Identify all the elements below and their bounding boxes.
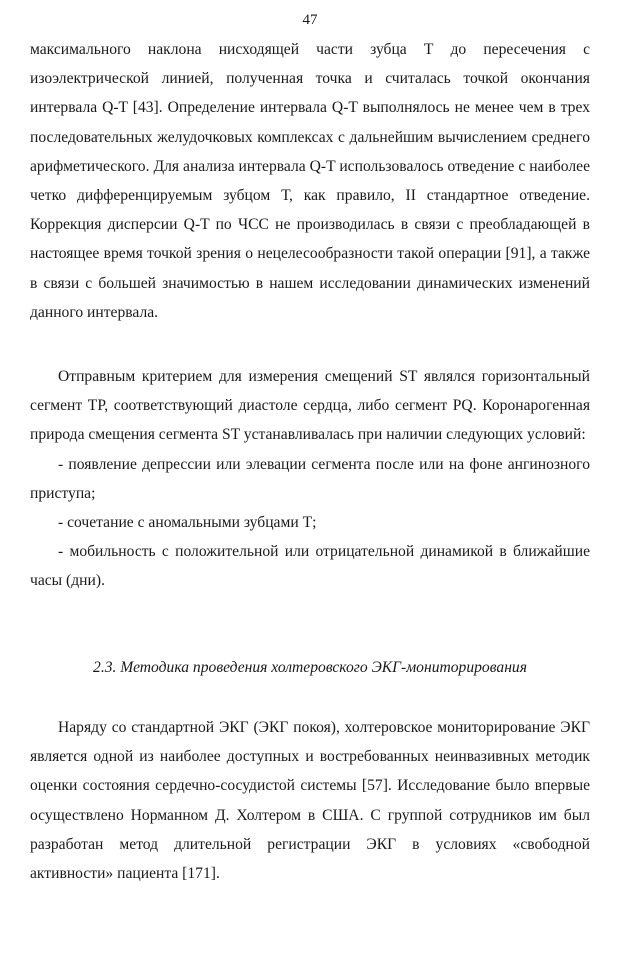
section-heading: 2.3. Методика проведения холтеровского ЭКГ-мониторирования — [93, 659, 527, 676]
body-text-criteria — [30, 362, 590, 596]
paragraph-st-criteria: Отправным критерием для измерения смещений ST являлся горизонтальный сегмент TP, соответствующий диастоле сердца, либо сегмент PQ. Коронарогенная природа смещения сегмента ST устанавливалась при наличии следующих условий: — [30, 368, 590, 444]
body-text-top — [30, 35, 590, 327]
page-number: 47 — [302, 12, 318, 28]
criteria-list-item: - мобильность с положительной или отрицательной динамикой в ближайшие часы (дни). — [30, 543, 590, 590]
criteria-list-item: - появление депрессии или элевации сегмента после или на фоне ангинозного приступа; — [30, 455, 590, 502]
criteria-list-item: - сочетание с аномальными зубцами Т; — [58, 514, 317, 532]
body-text-holter — [30, 713, 590, 888]
paragraph-holter-monitoring: Наряду со стандартной ЭКГ (ЭКГ покоя), холтеровское мониторирование ЭКГ является одной из наиболее доступных и востребованных неинвазивных методик оценки состояния сердечно-сосудистой системы [57]. Исследование было впервые осуществлено Норманном Д. Холтером в США. С группой сотрудников им был разработан метод длительной регистрации ЭКГ в условиях «свободной активности» пациента [171]. — [30, 719, 590, 883]
paragraph-qt-interval: максимального наклона нисходящей части зубца Т до пересечения с изоэлектрической линией, полученная точка и считалась точкой окончания интервала Q-T [43]. Определение интервала Q-T выполнялось не менее чем в трех последовательных желудочковых комплексах с дальнейшим вычислением среднего арифметического. Для анализа интервала Q-T использовалось отведение с наиболее четко дифференцируемым зубцом Т, как правило, II стандартное отведение. Коррекция дисперсии Q-T по ЧСС не производилась в связи с преобладающей в настоящее время точкой зрения о нецелесообразности такой операции [91], а также в связи с большей значимостью в нашем исследовании динамических изменений данного интервала. — [30, 41, 590, 321]
